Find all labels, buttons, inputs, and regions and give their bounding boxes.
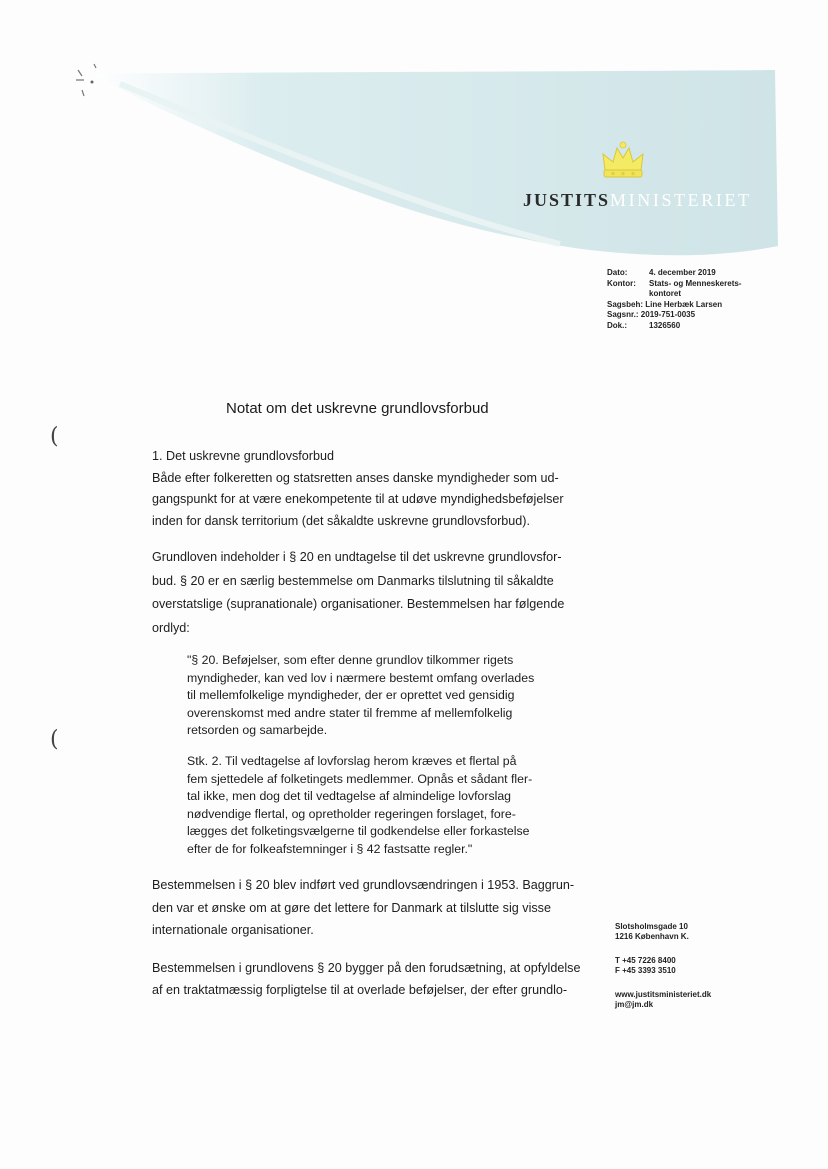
crown-logo-icon [599, 140, 647, 184]
quote-line: efter de for folkeafstemninger i § 42 fastsatte regler." [187, 841, 473, 856]
case-handler: Sagsbeh: Line Herbæk Larsen [607, 299, 723, 309]
logo-light-text: MINISTERIET [610, 190, 752, 210]
paragraph-line: Både efter folkeretten og statsretten anses danske myndigheder som ud- [152, 470, 559, 485]
ministry-logo [523, 190, 752, 211]
quote-line: fem sjettedele af folketingets medlemmer. Opnås et sådant fler- [187, 771, 533, 786]
paragraph-line: Bestemmelsen i grundlovens § 20 bygger på den forudsætning, at opfyldelse [152, 961, 581, 975]
office-label: Kontor: [607, 278, 636, 288]
website-link[interactable]: www.justitsministeriet.dk [615, 990, 712, 999]
paragraph-line: inden for dansk territorium (det såkaldte uskrevne grundlovsforbud). [152, 513, 531, 528]
paragraph-line: ordlyd: [152, 620, 190, 635]
case-number: Sagsnr.: 2019-751-0035 [607, 310, 696, 319]
office-value-cont: kontoret [649, 289, 681, 298]
paragraph-4 [152, 957, 612, 1001]
doc-value: 1326560 [649, 320, 681, 330]
page-title: Notat om det uskrevne grundlovsforbud [226, 400, 489, 417]
footer-phone [615, 956, 676, 976]
paragraph-line: af en traktatmæssig forpligtelse til at overlade beføjelser, der efter grundlo- [152, 983, 568, 997]
quote-section-20 [187, 652, 567, 740]
footer-address [615, 922, 689, 942]
quote-line: lægges det folketingsvælgerne til godkendelse eller forkastelse [187, 824, 530, 839]
fax-number: F +45 3393 3510 [615, 966, 676, 975]
quote-line: myndigheder, kan ved lov i nærmere bestemt omfang overlades [187, 670, 535, 685]
address-line: 1216 København K. [615, 932, 689, 941]
doc-label: Dok.: [607, 320, 627, 330]
phone-number: T +45 7226 8400 [615, 956, 676, 965]
paragraph-2 [152, 546, 592, 640]
address-line: Slotsholmsgade 10 [615, 922, 688, 931]
margin-mark: ( [50, 424, 59, 449]
quote-line: tal ikke, men dog det til vedtagelse af almindelige lovforslag [187, 789, 512, 804]
paragraph-3 [152, 874, 612, 942]
paragraph-line: overstatslige (supranationale) organisationer. Bestemmelsen har følgende [152, 597, 565, 611]
document-meta [607, 268, 759, 331]
margin-mark: ( [50, 727, 59, 752]
footer-web [615, 990, 711, 1010]
paragraph-line: bud. § 20 er en særlig bestemmelse om Danmarks tilslutning til såkaldte [152, 573, 554, 588]
paragraph-line: Grundloven indeholder i § 20 en undtagelse til det uskrevne grundlovsfor- [152, 550, 562, 564]
paragraph-line: internationale organisationer. [152, 923, 314, 937]
section-1 [152, 446, 592, 532]
logo-bold-text: JUSTITS [523, 190, 611, 210]
date-value: 4. december 2019 [649, 268, 716, 277]
quote-line: nødvendige flertal, og opretholder regeringen forslaget, fore- [187, 806, 516, 821]
header-banner [0, 0, 828, 270]
quote-line: Stk. 2. Til vedtagelse af lovforslag herom kræves et flertal på [187, 754, 517, 768]
quote-line: retsorden og samarbejde. [187, 723, 328, 738]
date-label: Dato: [607, 268, 628, 277]
paragraph-line: Bestemmelsen i § 20 blev indført ved grundlovsændringen i 1953. Baggrun- [152, 878, 575, 892]
section-heading: 1. Det uskrevne grundlovsforbud [152, 449, 335, 463]
paragraph-line: den var et ønske om at gøre det lettere for Danmark at tilslutte sig visse [152, 900, 551, 915]
quote-line: "§ 20. Beføjelser, som efter denne grundlov tilkommer rigets [187, 653, 514, 667]
quote-stk-2 [187, 753, 567, 859]
email-link[interactable]: jm@jm.dk [615, 1000, 654, 1009]
scan-artifact [72, 62, 112, 108]
office-value: Stats- og Menneskerets- [649, 278, 742, 288]
quote-line: til mellemfolkelige myndigheder, der er oprettet ved gensidig [187, 688, 515, 703]
paragraph-line: gangspunkt for at være enekompetente til at udøve myndighedsbeføjelser [152, 492, 564, 506]
quote-line: overenskomst med andre stater til fremme af mellemfolkelig [187, 705, 513, 720]
